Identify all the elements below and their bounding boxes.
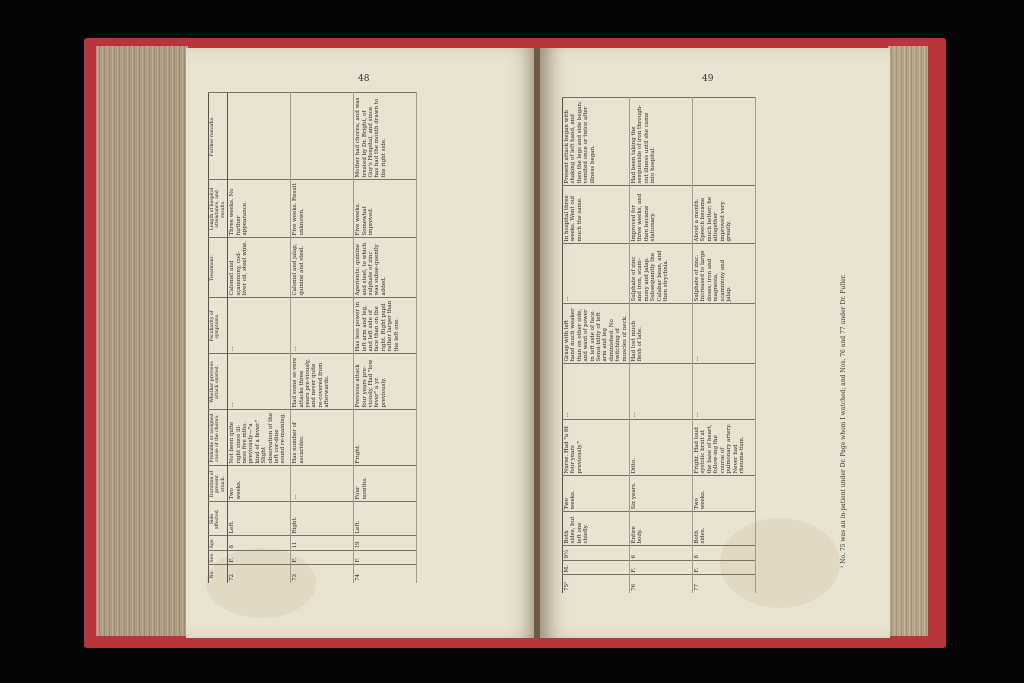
table-cell: 76 (630, 575, 693, 593)
table-cell: ... (291, 298, 354, 354)
table-cell: Sulphate of zinc and iron, scam-mony and jalap. Subsequently the Calabar bean, and then strychnia. (630, 244, 693, 304)
table-row (630, 98, 693, 593)
table-cell: 75¹ (563, 575, 630, 593)
table-cell (228, 93, 291, 180)
column-header: Length of hospital attendance, and results. (209, 180, 228, 238)
table-cell: Left. (228, 502, 291, 536)
table-cell: 11 (291, 536, 354, 551)
table-cell: Aperients; quinine and steel, to which sulphate of zinc was subse-quently added. (354, 238, 417, 298)
column-header: Treatment. (209, 238, 228, 298)
table-cell: Ditto. (630, 420, 693, 476)
table-cell: In hospital three weeks. Went out much the same. (563, 186, 630, 244)
table-header-row (209, 93, 228, 583)
table-cell: Improved for three weeks, and then became stationary. (630, 186, 693, 244)
left-page (186, 48, 538, 638)
page-number-right: 49 (702, 74, 714, 84)
column-header: Probable or assigned cause of the chorea. (209, 410, 228, 466)
column-header: Age. (209, 536, 228, 551)
table-cell: Sulphate of zinc. Increased to large doses; iron and magnesia, scammony and jalap. (693, 244, 756, 304)
table-cell: Had been taking the sesquioxide of iron through-out illness until she came into hospital. (630, 98, 693, 186)
table-cell: Grasp with left hand much weaker than on other side, and want of power in left side of face. Sensi-bility of left arm and leg diminished. No twitching of muscles of neck. (563, 304, 630, 364)
table-cell: Both sides. (693, 512, 756, 546)
column-header: Sex. (209, 551, 228, 565)
column-header: Peculiarity of symptoms. (209, 298, 228, 354)
table-cell: 6 (630, 546, 693, 561)
table-cell: ... (693, 364, 756, 420)
table-row (354, 93, 417, 583)
case-table-right (562, 98, 756, 594)
table-cell: Had some se-vere attacks three years pre-viously, and never quite re-covered from afterwards. (291, 354, 354, 410)
table-cell: 8 (228, 536, 291, 551)
table-cell: ... (291, 466, 354, 502)
table-cell: Five weeks. Somewhat improved. (354, 180, 417, 238)
table-cell: Four months. (354, 466, 417, 502)
table-cell: 19 (354, 536, 417, 551)
table-cell: Right. (291, 502, 354, 536)
table-cell: Five weeks. Result unknown. (291, 180, 354, 238)
table-cell (693, 98, 756, 186)
table-row (693, 98, 756, 593)
table-cell: 72 (228, 565, 291, 583)
table-cell: Not been quite right since ill-ness five mths. previously—"a kind of a fever." Slight observation of the left cor-dine sound re-maining. (228, 410, 291, 466)
column-header: Duration of present attack. (209, 466, 228, 502)
case-table-left (208, 93, 417, 584)
table-cell: ... (563, 364, 630, 420)
table-cell: ... (563, 244, 630, 304)
table-cell: F. (354, 551, 417, 565)
table-cell: About a month. Speech became much better; he altogether improved very greatly. (693, 186, 756, 244)
table-cell: Previous attack four years pre-viously. Had "low fever" a yr. previously. (354, 354, 417, 410)
table-cell: Nurse. Had "a fit four years previously." (563, 420, 630, 476)
table-cell: 73 (291, 565, 354, 583)
table-cell: Has number of ascarides. (291, 410, 354, 466)
left-table-wrapper (208, 93, 417, 583)
table-cell: Calomel and jalap, quinine and steel. (291, 238, 354, 298)
table-cell: Fright. Had loud systolic bruit at the base of heart, follow-ing the course of pulmonary artery. Never had rheuma-tism. (693, 420, 756, 476)
table-row (563, 98, 630, 593)
table-cell: Two weeks. (693, 476, 756, 512)
table-cell: 8 (693, 546, 756, 561)
page-number-left: 48 (358, 74, 370, 84)
table-cell: 74 (354, 565, 417, 583)
table-cell: ... (693, 304, 756, 364)
right-page (540, 48, 890, 638)
table-cell: Mother had chorea, and was treated by Dr. Bright, of Guy's Hospital, and since has had the mouth drawn to the right side. (354, 93, 417, 180)
table-cell: Three weeks. No further appearance. (228, 180, 291, 238)
table-cell: F. (693, 561, 756, 575)
table-cell: 9½ (563, 546, 630, 561)
column-header: No. (209, 565, 228, 583)
right-page-edges (888, 46, 928, 636)
table-cell: Calomel and scammony, cod-liver oil, steel wine. (228, 238, 291, 298)
table-cell: F. (630, 561, 693, 575)
table-cell: Left. (354, 502, 417, 536)
table-cell: F. (228, 551, 291, 565)
left-page-edges (96, 46, 188, 636)
table-cell: ... (228, 354, 291, 410)
table-cell: Six years. (630, 476, 693, 512)
table-row (228, 93, 291, 583)
table-cell: 77 (693, 575, 756, 593)
column-header: Whether previous attack existed. (209, 354, 228, 410)
table-cell (291, 93, 354, 180)
column-header: Further remarks. (209, 93, 228, 180)
table-cell: F. (291, 551, 354, 565)
table-cell: Two weeks. (228, 466, 291, 502)
table-cell: ... (228, 298, 291, 354)
table-cell: ... (630, 364, 693, 420)
footnote: ¹ No. 75 was an in-patient under Dr. Page whom I watched; and Nos. 76 and 77 under Dr. Fuller. (840, 274, 847, 568)
table-cell: Has less power in left arm and leg, and left side of face than on the right. Right pupil rather larger than the left one. (354, 298, 417, 354)
table-cell: Entire body. (630, 512, 693, 546)
table-row (291, 93, 354, 583)
table-cell: Present attack began with shaking of left hand, and then the legs and side began; vomited once or twice after illness began. (563, 98, 630, 186)
column-header: Side affected. (209, 502, 228, 536)
table-cell: Two weeks. (563, 476, 630, 512)
table-cell: Had lost much flesh of late. (630, 304, 693, 364)
table-cell: M. (563, 561, 630, 575)
right-table-wrapper (562, 98, 756, 593)
table-cell: Fright. (354, 410, 417, 466)
table-cell: Both sides, but left one chiefly. (563, 512, 630, 546)
